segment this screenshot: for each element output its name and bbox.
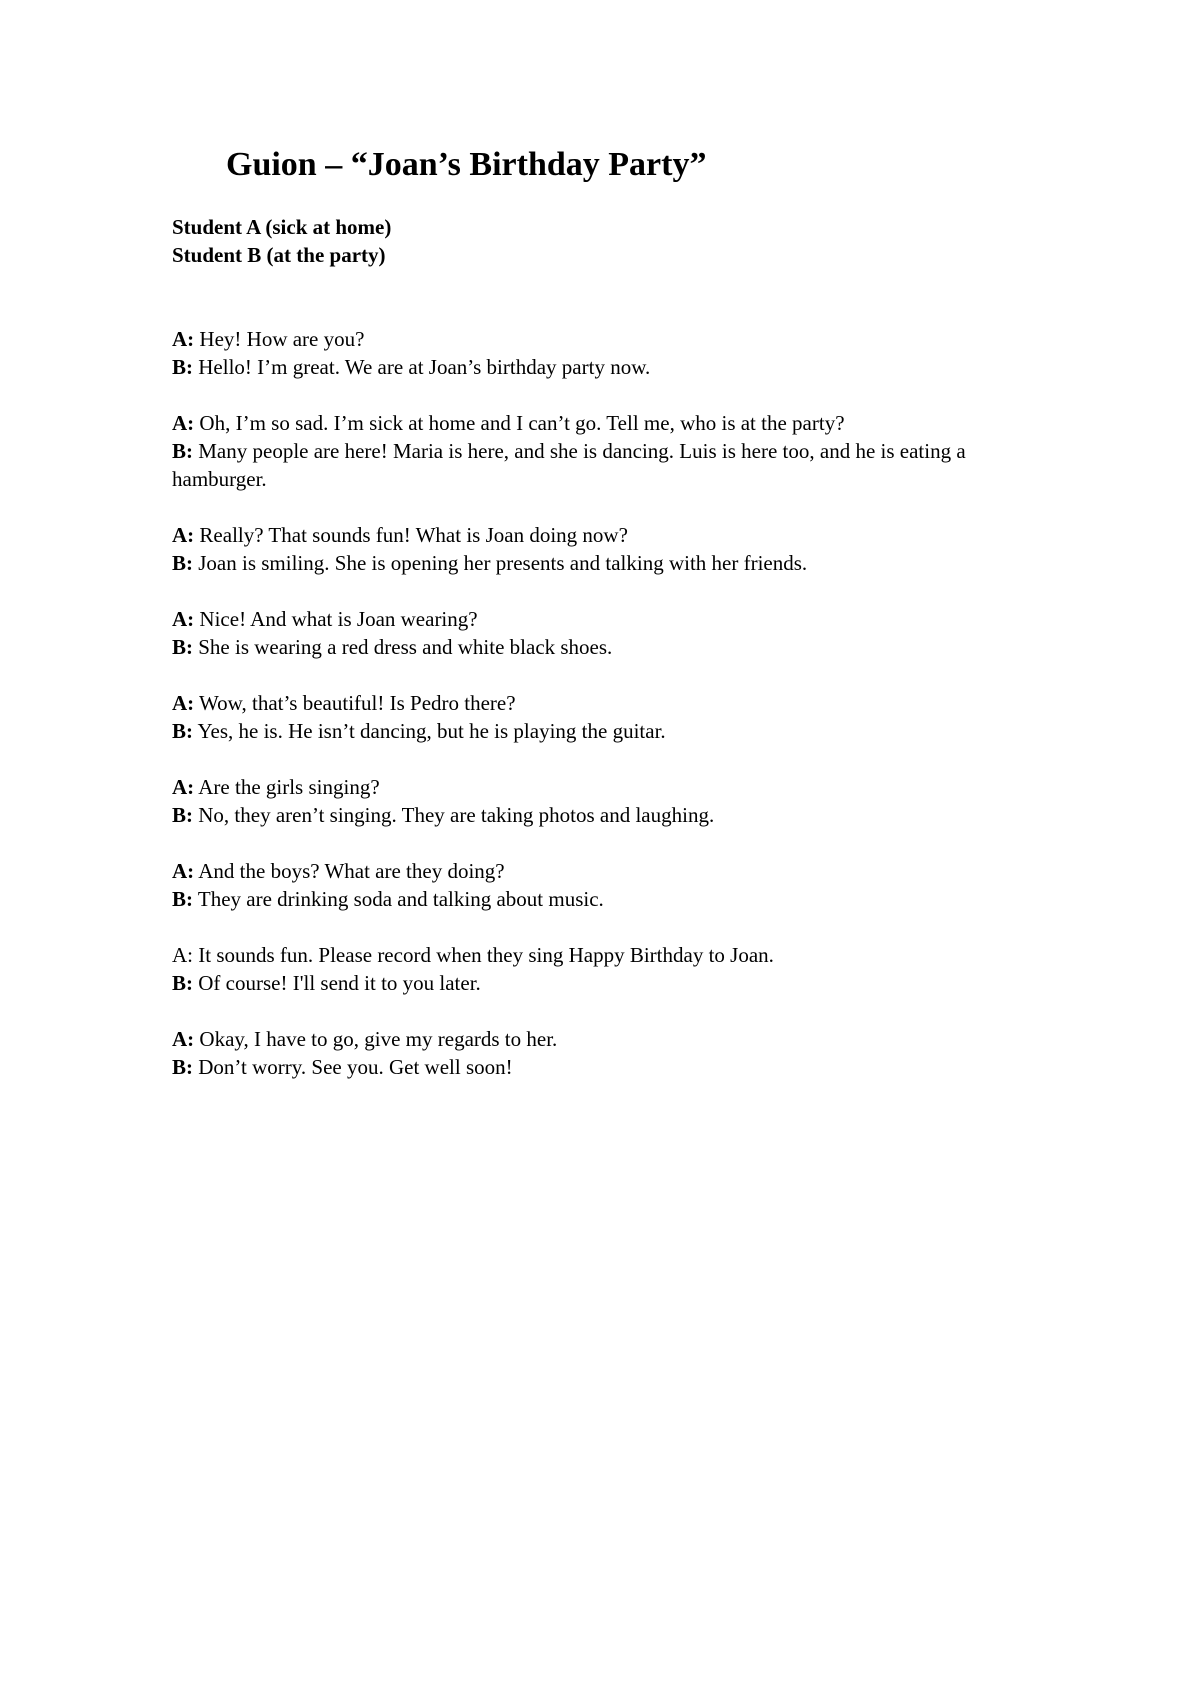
line-a [172,1025,1032,1053]
line-text: Joan is smiling. She is opening her presents and talking with her friends. [193,551,808,575]
line-text: It sounds fun. Please record when they sing Happy Birthday to Joan. [193,943,774,967]
speaker-label: A: [172,523,195,547]
line-b [172,801,1032,829]
line-b [172,353,1032,381]
speaker-label: A: [172,943,193,967]
page-title: Guion – “Joan’s Birthday Party” [226,146,707,183]
dialogue-exchange-1 [172,325,1032,381]
dialogue-exchange-7 [172,857,1032,913]
dialogue-exchange-6 [172,773,1032,829]
line-text: She is wearing a red dress and white black shoes. [193,635,613,659]
speaker-label: B: [172,355,193,379]
speaker-label: A: [172,859,195,883]
line-a [172,409,1032,437]
speaker-label: B: [172,887,193,911]
dialogue-exchange-5 [172,689,1032,745]
dialogue-exchange-4 [172,605,1032,661]
line-text: Wow, that’s beautiful! Is Pedro there? [194,691,516,715]
line-a [172,689,1032,717]
speaker-label: A: [172,691,195,715]
line-b [172,633,1032,661]
line-text: And the boys? What are they doing? [194,859,505,883]
line-a [172,941,1032,969]
dialogue-exchange-8 [172,941,1032,997]
dialogue-exchange-2 [172,409,1032,493]
line-a [172,325,1032,353]
line-b [172,885,1032,913]
roles-list [172,213,391,269]
line-text: Yes, he is. He isn’t dancing, but he is playing the guitar. [193,719,666,743]
role-student-b: Student B (at the party) [172,243,386,267]
line-a [172,773,1032,801]
line-text: Of course! I'll send it to you later. [193,971,481,995]
dialogue-exchange-9 [172,1025,1032,1081]
line-a [172,521,1032,549]
line-text: Don’t worry. See you. Get well soon! [193,1055,513,1079]
line-text: Many people are here! Maria is here, and she is dancing. Luis is here too, and he is eating a hamburger. [172,439,966,491]
speaker-label: A: [172,607,195,631]
speaker-label: B: [172,635,193,659]
line-text: Oh, I’m so sad. I’m sick at home and I can’t go. Tell me, who is at the party? [194,411,845,435]
speaker-label: B: [172,803,193,827]
role-student-a: Student A (sick at home) [172,215,392,239]
dialogue [172,325,1032,1109]
speaker-label: A: [172,1027,195,1051]
speaker-label: B: [172,439,193,463]
line-b [172,969,1032,997]
line-b [172,549,1032,577]
line-text: No, they aren’t singing. They are taking photos and laughing. [193,803,715,827]
speaker-label: B: [172,551,193,575]
speaker-label: A: [172,775,195,799]
line-text: Nice! And what is Joan wearing? [194,607,478,631]
speaker-label: B: [172,1055,193,1079]
speaker-label: A: [172,411,195,435]
line-text: Hey! How are you? [194,327,365,351]
line-b [172,717,1032,745]
line-text: Okay, I have to go, give my regards to her. [194,1027,558,1051]
speaker-label: B: [172,719,193,743]
line-text: Hello! I’m great. We are at Joan’s birthday party now. [193,355,651,379]
line-b [172,437,1032,493]
line-text: Really? That sounds fun! What is Joan doing now? [194,523,628,547]
line-text: Are the girls singing? [194,775,380,799]
speaker-label: B: [172,971,193,995]
line-b [172,1053,1032,1081]
line-text: They are drinking soda and talking about music. [193,887,604,911]
line-a [172,857,1032,885]
line-a [172,605,1032,633]
dialogue-exchange-3 [172,521,1032,577]
speaker-label: A: [172,327,195,351]
